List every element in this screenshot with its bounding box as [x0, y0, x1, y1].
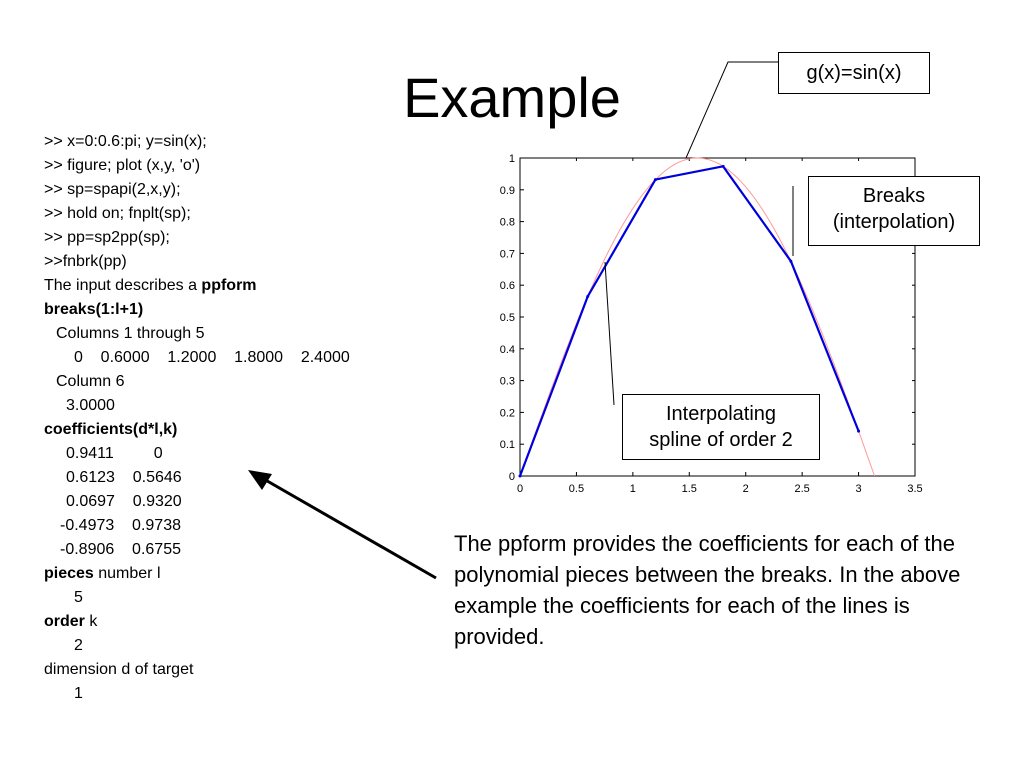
code-text: 0 0.6000 1.2000 1.8000 2.4000 — [74, 349, 350, 366]
code-keyword: order — [44, 613, 85, 630]
code-text: >> x=0:0.6:pi; y=sin(x); — [44, 133, 207, 150]
callout-g-of-x-label: g(x)=sin(x) — [806, 62, 902, 84]
code-text: >> sp=spapi(2,x,y); — [44, 181, 181, 198]
code-text: dimension d of target — [44, 661, 194, 678]
code-text: Column 6 — [56, 373, 125, 390]
y-tick-label: 0.4 — [499, 343, 515, 356]
y-tick-label: 0.7 — [499, 248, 515, 261]
y-tick-label: 0.1 — [499, 439, 515, 452]
y-tick-label: 0.8 — [499, 216, 515, 229]
spline-breakpoint — [857, 430, 860, 433]
x-tick-label: 0.5 — [568, 483, 585, 495]
callout-spline-line1: Interpolating — [665, 403, 777, 425]
slide-title: Example — [403, 66, 621, 129]
callout-breaks — [808, 176, 980, 246]
code-keyword: breaks(1:l+1) — [44, 301, 144, 318]
code-text: >> pp=sp2pp(sp); — [44, 229, 170, 246]
spline-breakpoint — [519, 475, 522, 478]
code-text: 0.6123 0.5646 — [66, 469, 182, 486]
x-tick-label: 2.5 — [794, 483, 810, 495]
spline-breakpoint — [789, 260, 792, 263]
coefficients-arrow — [262, 478, 436, 578]
code-keyword: pieces — [44, 565, 94, 582]
callout-g-leader — [686, 62, 778, 158]
code-text: 5 — [74, 589, 83, 606]
code-text: >>fnbrk(pp) — [44, 253, 127, 270]
code-text: The input describes a — [44, 277, 202, 294]
code-text: >> figure; plot (x,y, 'o') — [44, 157, 201, 174]
y-tick-label: 0.6 — [499, 280, 515, 293]
x-tick-label: 3.5 — [907, 483, 923, 495]
code-text: 2 — [74, 637, 83, 654]
code-text: 3.0000 — [66, 397, 115, 414]
code-text: k — [84, 613, 98, 630]
x-tick-label: 0 — [516, 483, 524, 495]
callout-breaks-line2: (interpolation) — [832, 211, 956, 233]
callout-spline — [622, 394, 820, 460]
code-keyword: coefficients(d*l,k) — [44, 421, 178, 438]
code-text: -0.4973 0.9738 — [60, 517, 181, 534]
spline-breakpoint — [722, 165, 725, 168]
y-tick-label: 0.5 — [499, 312, 515, 324]
code-keyword: ppform — [201, 277, 257, 294]
code-text: 1 — [74, 685, 83, 702]
callout-g-of-x — [778, 52, 930, 94]
y-tick-label: 0 — [508, 471, 515, 483]
code-text: 0.0697 0.9320 — [66, 493, 182, 510]
code-text: number l — [93, 565, 161, 582]
y-tick-label: 0.2 — [499, 407, 515, 420]
spline-breakpoint — [654, 178, 657, 181]
x-tick-label: 3 — [855, 483, 862, 495]
x-tick-label: 2 — [742, 483, 749, 495]
code-text: -0.8906 0.6755 — [60, 541, 181, 558]
spline-breakpoint — [586, 295, 589, 298]
callout-spline-leader — [605, 262, 614, 405]
y-tick-label: 0.9 — [499, 184, 515, 197]
ppform-description: The ppform provides the coefficients for each of the polynomial pieces between the breaks. In the above example the coefficients for each of the lines is provided. — [454, 531, 961, 649]
code-text: >> hold on; fnplt(sp); — [44, 205, 191, 222]
code-text: Columns 1 through 5 — [56, 325, 205, 342]
callout-spline-line2: spline of order 2 — [649, 429, 793, 451]
y-tick-label: 0.3 — [499, 375, 515, 388]
y-tick-label: 1 — [508, 153, 515, 165]
x-tick-label: 1.5 — [681, 483, 697, 495]
code-text: 0.9411 0 — [66, 445, 163, 462]
x-tick-label: 1 — [629, 483, 636, 495]
callout-breaks-line1: Breaks — [862, 185, 926, 207]
